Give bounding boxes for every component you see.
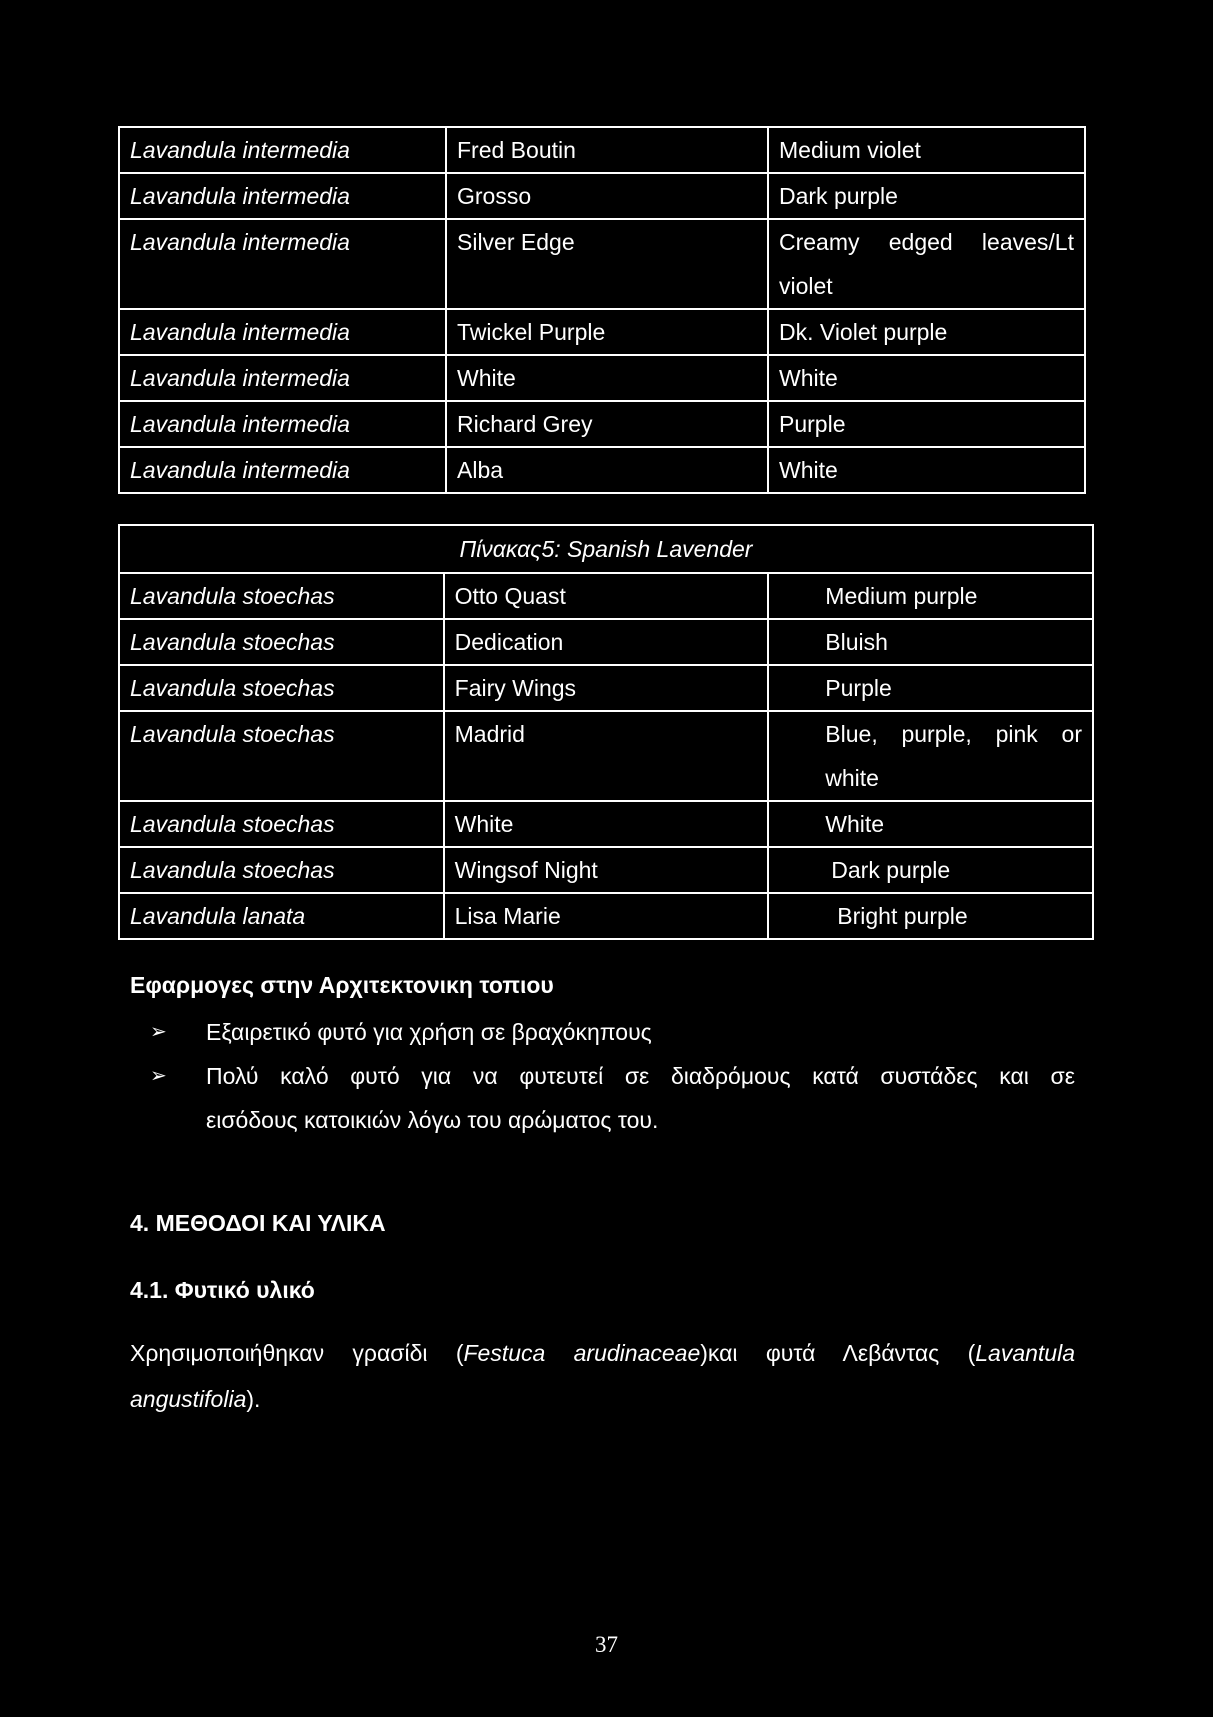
applications-list xyxy=(150,1010,1075,1142)
species-cell: Lavandula stoechas xyxy=(119,847,444,893)
table-row xyxy=(119,401,1085,447)
cultivar-cell: Wingsof Night xyxy=(444,847,769,893)
species-cell: Lavandula lanata xyxy=(119,893,444,939)
table-row xyxy=(119,355,1085,401)
cultivar-cell: White xyxy=(446,355,768,401)
sub-heading: 4.1. Φυτικό υλικό xyxy=(130,1277,315,1303)
latin-name: Lavantula angustifolia xyxy=(130,1340,1075,1412)
body-paragraph xyxy=(130,1330,1075,1422)
table-row xyxy=(119,309,1085,355)
latin-name: Festuca arudinaceae xyxy=(463,1340,701,1366)
table-row xyxy=(119,801,1093,847)
cultivar-cell: Madrid xyxy=(444,711,769,801)
table-caption-title: Spanish Lavender xyxy=(567,536,753,562)
flower-color-cell: Dk. Violet purple xyxy=(768,309,1085,355)
species-cell: Lavandula intermedia xyxy=(119,355,446,401)
table-row xyxy=(119,711,1093,801)
list-item-line: Πολύ καλό φυτό για να φυτευτεί σε διαδρόμους κατά συστάδες και σε xyxy=(206,1063,1075,1089)
table-row xyxy=(119,127,1085,173)
list-item xyxy=(150,1054,1075,1142)
flower-color-line: Creamy edged leaves/Lt xyxy=(779,229,1074,255)
cultivar-cell: Otto Quast xyxy=(444,573,769,619)
list-item-text: Εξαιρετικό φυτό για χρήση σε βραχόκηπους xyxy=(206,1019,652,1045)
list-item-line: εισόδους κατοικιών λόγω του αρώματος του. xyxy=(206,1107,659,1133)
flower-color-cell: Medium purple xyxy=(768,573,1093,619)
flower-color-cell: White xyxy=(768,447,1085,493)
flower-color-cell xyxy=(768,219,1085,309)
flower-color-cell: Bright purple xyxy=(768,893,1093,939)
cultivar-cell: Silver Edge xyxy=(446,219,768,309)
table-row xyxy=(119,665,1093,711)
table-caption-row xyxy=(119,525,1093,573)
flower-color-cell xyxy=(768,711,1093,801)
arrow-bullet-icon: ➢ xyxy=(150,1065,167,1087)
flower-color-cell: Bluish xyxy=(768,619,1093,665)
species-cell: Lavandula intermedia xyxy=(119,219,446,309)
flower-color-line: violet xyxy=(779,273,833,299)
species-cell: Lavandula stoechas xyxy=(119,665,444,711)
flower-color-line: white xyxy=(825,765,879,791)
applications-heading: Εφαρμογες στην Αρχιτεκτονικη τοπιου xyxy=(130,972,554,998)
species-cell: Lavandula intermedia xyxy=(119,401,446,447)
species-cell: Lavandula intermedia xyxy=(119,173,446,219)
paragraph-text: ). xyxy=(246,1386,261,1412)
table-caption xyxy=(119,525,1093,573)
cultivar-cell: Alba xyxy=(446,447,768,493)
species-cell: Lavandula stoechas xyxy=(119,619,444,665)
spanish-lavender-table xyxy=(118,524,1094,940)
table-row xyxy=(119,219,1085,309)
flower-color-cell: White xyxy=(768,355,1085,401)
cultivar-cell: Fred Boutin xyxy=(446,127,768,173)
paragraph-text: Χρησιμοποιήθηκαν γρασίδι ( xyxy=(130,1340,464,1366)
flower-color-cell: Purple xyxy=(768,665,1093,711)
species-cell: Lavandula intermedia xyxy=(119,447,446,493)
cultivar-cell: Richard Grey xyxy=(446,401,768,447)
flower-color-cell: Dark purple xyxy=(768,173,1085,219)
paragraph-text: )και φυτά Λεβάντας ( xyxy=(700,1340,976,1366)
arrow-bullet-icon: ➢ xyxy=(150,1021,167,1043)
cultivar-cell: White xyxy=(444,801,769,847)
table-row xyxy=(119,573,1093,619)
species-cell: Lavandula intermedia xyxy=(119,309,446,355)
table-row xyxy=(119,619,1093,665)
list-item xyxy=(150,1010,1075,1054)
cultivar-cell: Grosso xyxy=(446,173,768,219)
cultivar-cell: Dedication xyxy=(444,619,769,665)
chapter-heading: 4. ΜΕΘΟΔΟΙ ΚΑΙ ΥΛΙΚΑ xyxy=(130,1210,386,1236)
species-cell: Lavandula stoechas xyxy=(119,573,444,619)
flower-color-cell: White xyxy=(768,801,1093,847)
flower-color-cell: Dark purple xyxy=(768,847,1093,893)
flower-color-line: Blue, purple, pink or xyxy=(825,721,1082,747)
species-cell: Lavandula stoechas xyxy=(119,801,444,847)
table-row xyxy=(119,447,1085,493)
species-cell: Lavandula stoechas xyxy=(119,711,444,801)
flower-color-cell: Purple xyxy=(768,401,1085,447)
list-item-text xyxy=(206,1054,1075,1142)
table-row xyxy=(119,173,1085,219)
cultivar-cell: Lisa Marie xyxy=(444,893,769,939)
page-number: 37 xyxy=(595,1632,618,1657)
cultivar-cell: Twickel Purple xyxy=(446,309,768,355)
table-row xyxy=(119,893,1093,939)
species-cell: Lavandula intermedia xyxy=(119,127,446,173)
intermedia-varieties-table xyxy=(118,126,1086,494)
table-row xyxy=(119,847,1093,893)
cultivar-cell: Fairy Wings xyxy=(444,665,769,711)
table-caption-prefix: Πίνακας5: xyxy=(459,536,561,562)
flower-color-cell: Medium violet xyxy=(768,127,1085,173)
